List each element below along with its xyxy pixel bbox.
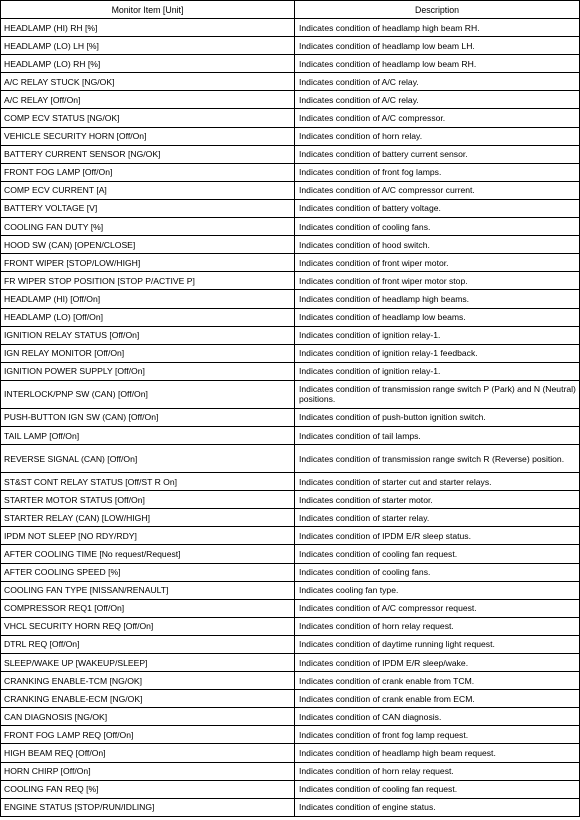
monitor-item-cell: HEADLAMP (LO) LH [%] [1,37,295,55]
monitor-item-cell: TAIL LAMP [Off/On] [1,426,295,444]
monitor-item-cell: COOLING FAN TYPE [NISSAN/RENAULT] [1,581,295,599]
monitor-item-cell: INTERLOCK/PNP SW (CAN) [Off/On] [1,380,295,408]
description-cell: Indicates condition of crank enable from TCM. [295,672,580,690]
table-row [1,599,580,617]
monitor-item-cell: COMPRESSOR REQ1 [Off/On] [1,599,295,617]
table-row [1,527,580,545]
description-cell: Indicates condition of tail lamps. [295,426,580,444]
description-cell: Indicates condition of transmission range switch R (Reverse) position. [295,445,580,473]
table-row [1,473,580,491]
description-cell: Indicates condition of engine status. [295,798,580,816]
table-row [1,380,580,408]
table-row [1,708,580,726]
description-cell: Indicates condition of daytime running light request. [295,635,580,653]
monitor-item-cell: HORN CHIRP [Off/On] [1,762,295,780]
description-cell: Indicates condition of ignition relay-1 feedback. [295,344,580,362]
table-row [1,509,580,527]
table-row [1,635,580,653]
table-row [1,780,580,798]
table-row [1,127,580,145]
description-cell: Indicates condition of cooling fans. [295,563,580,581]
table-row [1,798,580,816]
monitor-item-cell: COOLING FAN REQ [%] [1,780,295,798]
monitor-item-cell: FRONT WIPER [STOP/LOW/HIGH] [1,254,295,272]
description-cell: Indicates condition of battery voltage. [295,199,580,217]
table-row [1,672,580,690]
table-row [1,581,580,599]
description-cell: Indicates condition of starter relay. [295,509,580,527]
description-cell: Indicates condition of IPDM E/R sleep status. [295,527,580,545]
description-cell: Indicates condition of hood switch. [295,236,580,254]
table-row [1,218,580,236]
table-row [1,744,580,762]
table-row [1,445,580,473]
monitor-item-cell: VEHICLE SECURITY HORN [Off/On] [1,127,295,145]
description-cell: Indicates condition of horn relay request. [295,617,580,635]
monitor-item-cell: COMP ECV STATUS [NG/OK] [1,109,295,127]
table-row [1,254,580,272]
table-row [1,272,580,290]
description-cell: Indicates condition of headlamp high beams. [295,290,580,308]
description-cell: Indicates condition of front wiper motor. [295,254,580,272]
description-cell: Indicates condition of cooling fan request. [295,545,580,563]
table-row [1,654,580,672]
column-header-description: Description [295,1,580,19]
description-cell: Indicates condition of headlamp low beam LH. [295,37,580,55]
table-row [1,308,580,326]
table-row [1,290,580,308]
description-cell: Indicates condition of front wiper motor stop. [295,272,580,290]
description-cell: Indicates condition of ignition relay-1. [295,362,580,380]
monitor-item-cell: HEADLAMP (LO) RH [%] [1,55,295,73]
description-cell: Indicates condition of headlamp low beams. [295,308,580,326]
table-row [1,55,580,73]
table-row [1,181,580,199]
monitor-item-cell: AFTER COOLING SPEED [%] [1,563,295,581]
description-cell: Indicates condition of ignition relay-1. [295,326,580,344]
table-row [1,145,580,163]
table-row [1,545,580,563]
monitor-item-cell: HOOD SW (CAN) [OPEN/CLOSE] [1,236,295,254]
description-cell: Indicates condition of starter motor. [295,491,580,509]
table-row [1,344,580,362]
monitor-item-cell: DTRL REQ [Off/On] [1,635,295,653]
table-header-row [1,1,580,19]
description-cell: Indicates condition of headlamp high beam request. [295,744,580,762]
monitor-item-cell: STARTER MOTOR STATUS [Off/On] [1,491,295,509]
monitor-item-cell: CRANKING ENABLE-TCM [NG/OK] [1,672,295,690]
monitor-item-cell: HEADLAMP (LO) [Off/On] [1,308,295,326]
table-row [1,762,580,780]
monitor-item-cell: ENGINE STATUS [STOP/RUN/IDLING] [1,798,295,816]
description-cell: Indicates condition of headlamp high beam RH. [295,19,580,37]
monitor-item-cell: COOLING FAN DUTY [%] [1,218,295,236]
table-row [1,91,580,109]
description-cell: Indicates condition of battery current sensor. [295,145,580,163]
description-cell: Indicates condition of transmission range switch P (Park) and N (Neutral) positions. [295,380,580,408]
description-cell: Indicates condition of horn relay. [295,127,580,145]
monitor-item-cell: IGNITION POWER SUPPLY [Off/On] [1,362,295,380]
description-cell: Indicates condition of A/C compressor request. [295,599,580,617]
monitor-item-cell: ST&ST CONT RELAY STATUS [Off/ST R On] [1,473,295,491]
table-row [1,236,580,254]
table-row [1,199,580,217]
monitor-item-cell: CAN DIAGNOSIS [NG/OK] [1,708,295,726]
monitor-item-cell: STARTER RELAY (CAN) [LOW/HIGH] [1,509,295,527]
monitor-item-cell: IGN RELAY MONITOR [Off/On] [1,344,295,362]
monitor-item-cell: FR WIPER STOP POSITION [STOP P/ACTIVE P] [1,272,295,290]
monitor-item-cell: COMP ECV CURRENT [A] [1,181,295,199]
description-cell: Indicates condition of starter cut and starter relays. [295,473,580,491]
description-cell: Indicates condition of push-button ignition switch. [295,408,580,426]
description-cell: Indicates condition of horn relay request. [295,762,580,780]
table-row [1,19,580,37]
description-cell: Indicates condition of A/C relay. [295,73,580,91]
monitor-item-cell: A/C RELAY STUCK [NG/OK] [1,73,295,91]
description-cell: Indicates condition of cooling fans. [295,218,580,236]
description-cell: Indicates condition of IPDM E/R sleep/wake. [295,654,580,672]
table-row [1,617,580,635]
monitor-item-cell: VHCL SECURITY HORN REQ [Off/On] [1,617,295,635]
table-body [1,19,580,817]
description-cell: Indicates condition of A/C compressor current. [295,181,580,199]
description-cell: Indicates condition of CAN diagnosis. [295,708,580,726]
table-row [1,37,580,55]
description-cell: Indicates condition of A/C relay. [295,91,580,109]
description-cell: Indicates condition of crank enable from ECM. [295,690,580,708]
table-row [1,726,580,744]
description-cell: Indicates condition of headlamp low beam RH. [295,55,580,73]
monitor-item-cell: A/C RELAY [Off/On] [1,91,295,109]
monitor-item-cell: HEADLAMP (HI) RH [%] [1,19,295,37]
table-row [1,690,580,708]
table-row [1,326,580,344]
monitor-item-cell: REVERSE SIGNAL (CAN) [Off/On] [1,445,295,473]
table-row [1,109,580,127]
table-row [1,73,580,91]
description-cell: Indicates condition of front fog lamps. [295,163,580,181]
column-header-monitor-item: Monitor Item [Unit] [1,1,295,19]
monitor-item-cell: CRANKING ENABLE-ECM [NG/OK] [1,690,295,708]
monitor-item-cell: BATTERY VOLTAGE [V] [1,199,295,217]
monitor-item-cell: IGNITION RELAY STATUS [Off/On] [1,326,295,344]
monitor-item-cell: BATTERY CURRENT SENSOR [NG/OK] [1,145,295,163]
monitor-item-cell: HIGH BEAM REQ [Off/On] [1,744,295,762]
monitor-item-cell: PUSH-BUTTON IGN SW (CAN) [Off/On] [1,408,295,426]
table-row [1,491,580,509]
monitor-item-cell: HEADLAMP (HI) [Off/On] [1,290,295,308]
monitor-item-cell: SLEEP/WAKE UP [WAKEUP/SLEEP] [1,654,295,672]
table-row [1,163,580,181]
table-row [1,426,580,444]
table-row [1,563,580,581]
table-row [1,408,580,426]
table-row [1,362,580,380]
description-cell: Indicates condition of A/C compressor. [295,109,580,127]
description-cell: Indicates condition of front fog lamp request. [295,726,580,744]
description-cell: Indicates cooling fan type. [295,581,580,599]
monitor-item-cell: AFTER COOLING TIME [No request/Request] [1,545,295,563]
monitor-item-cell: FRONT FOG LAMP REQ [Off/On] [1,726,295,744]
monitor-item-cell: IPDM NOT SLEEP [NO RDY/RDY] [1,527,295,545]
description-cell: Indicates condition of cooling fan request. [295,780,580,798]
monitor-item-cell: FRONT FOG LAMP [Off/On] [1,163,295,181]
